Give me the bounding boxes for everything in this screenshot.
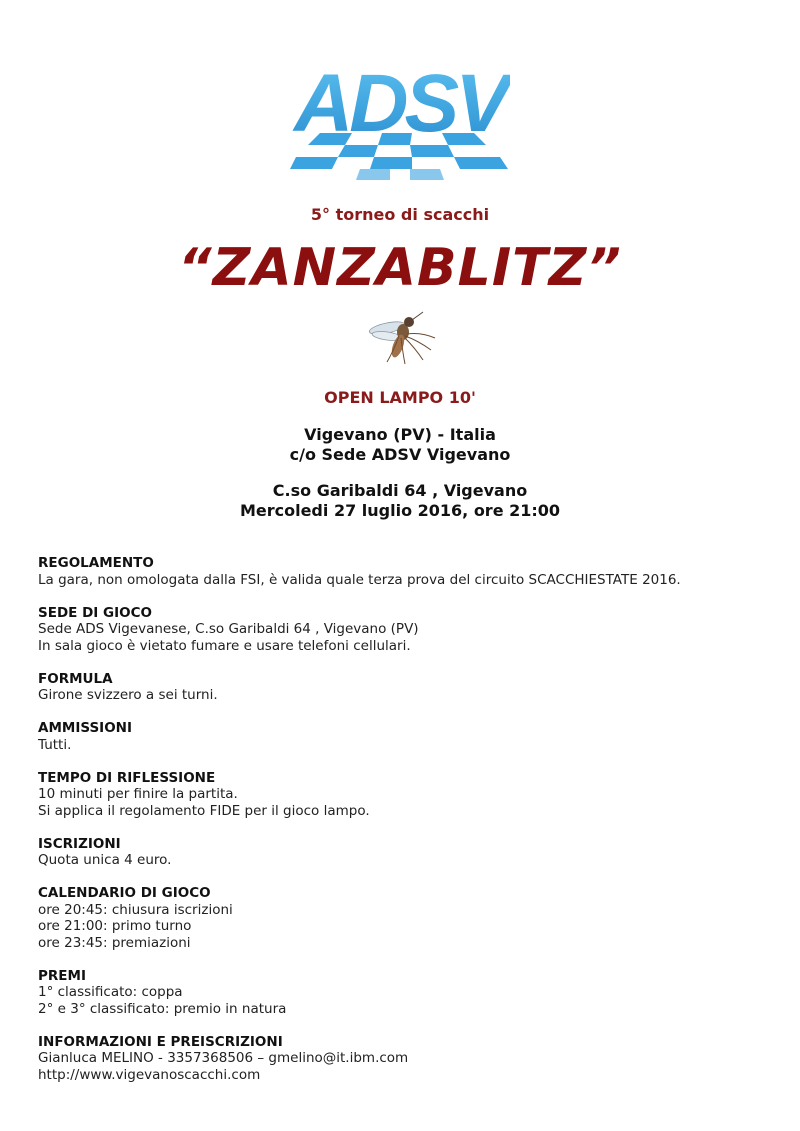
section-premi	[38, 968, 778, 1018]
section-line: Si applica il regolamento FIDE per il gioco lampo.	[38, 802, 370, 819]
section-line: Quota unica 4 euro.	[38, 852, 172, 868]
section-sede-di-gioco	[38, 605, 778, 655]
section-heading: SEDE DI GIOCO	[38, 604, 152, 621]
website-link[interactable]: http://www.vigevanoscacchi.com	[38, 1066, 261, 1083]
section-heading: ISCRIZIONI	[38, 835, 121, 852]
section-heading: INFORMAZIONI E PREISCRIZIONI	[38, 1033, 283, 1050]
section-line: Sede ADS Vigevanese, C.so Garibaldi 64 , Vigevano (PV)	[38, 621, 419, 637]
section-line: In sala gioco è vietato fumare e usare telefoni cellulari.	[38, 637, 411, 654]
section-line: Girone svizzero a sei turni.	[38, 687, 218, 703]
section-iscrizioni	[38, 836, 778, 869]
section-ammissioni	[38, 720, 778, 753]
section-calendario-di-gioco	[38, 885, 778, 951]
rules-sections	[38, 555, 778, 1100]
section-line: 10 minuti per finire la partita.	[38, 786, 238, 802]
date-line: Mercoledi 27 luglio 2016, ore 21:00	[239, 501, 561, 520]
section-line: ore 21:00: primo turno	[38, 918, 192, 934]
location-line: Vigevano (PV) - Italia	[304, 425, 496, 444]
address-line: C.so Garibaldi 64 , Vigevano	[272, 481, 528, 500]
tournament-subtitle: 5° torneo di scacchi	[310, 205, 490, 224]
section-line: 2° e 3° classificato: premio in natura	[38, 1000, 287, 1017]
section-heading: AMMISSIONI	[38, 720, 132, 736]
tournament-title: “ZANZABLITZ”	[178, 238, 622, 298]
section-line: ore 23:45: premiazioni	[38, 934, 191, 951]
section-line: La gara, non omologata dalla FSI, è valida quale terza prova del circuito SCACCHIESTATE 2016.	[38, 571, 681, 588]
section-tempo-di-riflessione	[38, 770, 778, 820]
section-formula	[38, 671, 778, 704]
section-heading: PREMI	[38, 967, 86, 984]
section-heading: CALENDARIO DI GIOCO	[38, 885, 211, 901]
mosquito-icon	[365, 310, 437, 366]
section-line: 1° classificato: coppa	[38, 984, 183, 1000]
section-line: Tutti.	[38, 736, 72, 753]
section-heading: FORMULA	[38, 670, 113, 687]
section-line: ore 20:45: chiusura iscrizioni	[38, 901, 233, 918]
section-heading: TEMPO DI RIFLESSIONE	[38, 769, 216, 786]
contact-line: Gianluca MELINO - 3357368506 – gmelino@it.ibm.com	[38, 1050, 409, 1066]
location-line: c/o Sede ADSV Vigevano	[289, 445, 511, 464]
event-type: OPEN LAMPO 10'	[324, 388, 476, 407]
section-regolamento	[38, 555, 778, 588]
section-informazioni	[38, 1034, 778, 1084]
logo-text: ADSV	[294, 58, 506, 149]
adsv-logo	[290, 45, 510, 180]
section-heading: REGOLAMENTO	[38, 555, 154, 571]
